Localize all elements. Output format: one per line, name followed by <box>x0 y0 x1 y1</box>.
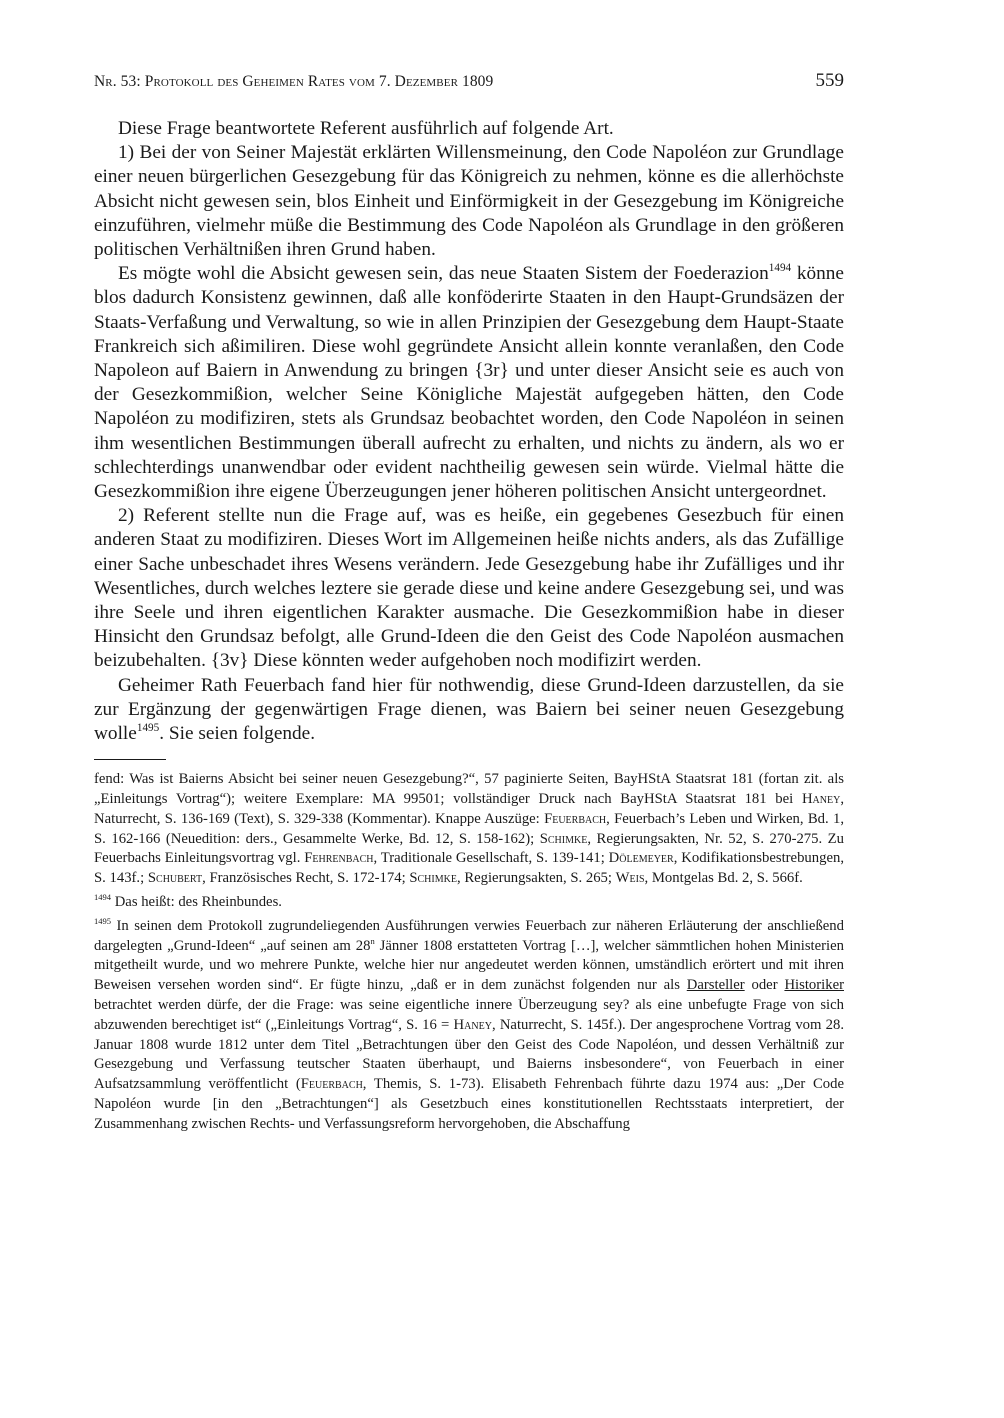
footnote-text: , Montgelas Bd. 2, S. 566f. <box>644 870 803 887</box>
footnote-reference[interactable]: 1495 <box>136 722 160 735</box>
footnote-text: , Naturrecht, S. 145f.). Der angesprochene Vortrag vom 28. Januar 1808 wurde 1812 unter dem Titel „Betrachtungen über den Geist des Code Napoléon, und dessen Verhältniß zur Gesezgebung und Verfassung teutscher Staaten überhaupt, und Baierns insbesondere“, von Feuerbach in einer Aufsatzsammlung veröffentlicht ( <box>94 1016 845 1093</box>
footnote-1495 <box>94 917 844 1135</box>
footnote-text: , Regierungsakten, Nr. 52, S. 270-275. Zu Feuerbachs Einleitungsvortrag vgl. <box>94 830 844 867</box>
author-name: Haney <box>453 1016 492 1033</box>
footnotes <box>94 770 844 1134</box>
running-title: Nr. 53: Protokoll des Geheimen Rates vom 7. Dezember 1809 <box>94 73 494 90</box>
author-name: Feuerbach <box>300 1076 363 1093</box>
footnote-text: , Traditionale Gesellschaft, S. 139-141; <box>373 850 609 867</box>
author-name: Haney <box>801 791 841 808</box>
footnote-text: betrachtet werden dürfe, der die Frage: was seine eigentliche innere Überzeugung sey? als eine unbefugte Frage von sich abzuwenden berechtiget ist“ („Einleitungs Vortrag“, S. 16 = <box>94 997 844 1033</box>
main-text <box>94 117 844 746</box>
footnote-1494 <box>94 893 844 913</box>
footnote-text: In seinen dem Protokoll zugrundeliegenden Ausführungen verwies Feuerbach zur näheren Erläuterung der anschließend dargelegten „Grund-Ideen“ „auf seinen am 28 <box>94 917 844 954</box>
footnote-text: oder <box>744 977 785 994</box>
paragraph-text: . Sie seien folgende. <box>159 723 316 745</box>
footnote-reference[interactable]: 1494 <box>768 262 792 275</box>
author-name: Weis <box>615 870 645 887</box>
footnote-number: 1495 <box>94 915 112 926</box>
footnote-separator <box>94 759 166 760</box>
paragraph-text: Geheimer Rath Feuerbach fand hier für nothwendig, diese Grund-Ideen darzustellen, da sie zur Ergänzung der gegenwärtigen Frage dienen, was Baiern bei seiner neuen Gesezgebung wolle <box>94 674 844 745</box>
footnote-text: , Naturrecht, S. 136-169 (Text), S. 329-338 (Kommentar). Knappe Auszüge: <box>94 791 844 827</box>
paragraph <box>94 674 844 747</box>
superscript-n: n <box>370 935 375 946</box>
footnote-text: Das heißt: des Rheinbundes. <box>111 894 282 911</box>
page-number: 559 <box>815 70 844 91</box>
author-name: Schimke <box>539 830 588 847</box>
footnote-text: fend: Was ist Baierns Absicht bei seiner neuen Gesezgebung?“, 57 paginierte Seiten, BayHStA Staatsrat 181 (fortan zit. als „Einleitungs Vortrag“); weitere Exemplare: MA 99501; vollständiger Druck nach BayHStA Staatsrat 181 bei <box>94 771 844 808</box>
author-name: Schimke <box>409 870 457 887</box>
footnote-number: 1494 <box>94 891 112 902</box>
author-name: Feuerbach <box>544 810 607 827</box>
running-header <box>94 70 844 98</box>
underlined-term: Darsteller <box>686 977 745 994</box>
author-name: Fehrenbach <box>304 850 374 867</box>
author-name: Dölemeyer <box>608 850 674 867</box>
footnote-text: , Feuerbach’s Leben und Wirken, Bd. 1, S. 162-166 (Neuedition: ders., Gesammelte Werke, Bd. 12, S. 158-162); <box>94 810 844 847</box>
document-page <box>94 70 844 1139</box>
footnote-text: , Themis, S. 1-73). Elisabeth Fehrenbach führte dazu 1974 aus: „Der Code Napoléon wurde [in den „Betrachtungen“] als Gesetzbuch eines konstitutionellen Rechtsstaats interpretiert, der Zusammenhang zwischen Rechts- und Verfassungsreform hervorgehoben, die Abschaffung <box>94 1076 844 1132</box>
underlined-term: Historiker <box>784 977 844 994</box>
paragraph: 2) Referent stellte nun die Frage auf, was es heiße, ein gegebenes Gesezbuch für einen anderen Staat zu modifiziren. Dieses Wort im Allgemeinen heiße nichts anders, als das Zufällige einer Sache unbeschadet ihres Wesens verändern. Jede Gesezgebung habe ihr Zufälliges und ihr Wesentliches, durch welches leztere sie gerade diese und keine andere Gesezgebung sei, und was ihre Seele und ihren eigentlichen Karakter ausmache. Die Gesezkommißion habe in dieser Hinsicht den Grundsaz befolgt, alle Grund-Ideen die den Geist des Code Napoléon ausmachen beizubehalten. {3v} Diese könnten weder aufgehoben noch modifizirt werden. <box>94 505 844 672</box>
paragraph-text: Es mögte wohl die Absicht gewesen sein, das neue Staaten Sistem der Foederazion <box>118 263 769 285</box>
paragraph-text: könne blos dadurch Konsistenz gewinnen, daß alle konföderirte Staaten in den Haupt-Grundsäzen der Staats-Verfaßung und Verwaltung, so wie in allen Prinzipien der Gesezgebung dem Haupt-Staate Frankreich sich aßimiliren. Diese wohl gegründete Ansicht allein konnte veranlaßen, den Code Napoleon auf Baiern in Anwendung zu bringen {3r} und unter dieser Ansicht seie es auch von der Gesezkommißion, welcher Seine Königliche Majestät aufgegeben hätten, den Code Napoléon zu modifiziren, stets als Grundsaz beobachtet worden, den Code Napoléon in seinen ihm wesentlichen Bestimmungen überall aufrecht zu erhalten, und nichts zu ändern, als wo er schlechterdings unanwendbar oder evident nachtheilig gewesen sein würde. Vielmal hätte die Gesezkommißion ihre eigene Überzeugungen jener höheren politischen Ansicht untergeordnet. <box>94 263 844 503</box>
footnote-text: , Französisches Recht, S. 172-174; <box>202 870 410 887</box>
paragraph <box>94 262 844 504</box>
paragraph: 1) Bei der von Seiner Majestät erklärten Willensmeinung, den Code Napoléon zur Grundlage einer neuen bürgerlichen Gesezgebung für das Königreich zu nehmen, könne es die allerhöchste Absicht nicht gewesen sein, blos Einheit und Einförmigkeit in der Gesezgebung im Königreiche einzuführen, vielmehr müße die Bestimmung des Code Napoléon als Grundlage in den größeren politischen Verhältnißen ihren Grund haben. <box>94 142 844 261</box>
footnote-text: Jänner 1808 erstatteten Vortrag […], welcher sämmtlichen hohen Ministerien mitgetheilt wurde, und wo mehrere Punkte, welche hier nur angedeutet werden können, umständlich erörtert und mit ihren Beweisen versehen worden sind“. Er fügte hinzu, „daß er in dem zunächst folgenden nur als <box>94 937 844 994</box>
footnote-text: , Kodifikationsbestrebungen, S. 143f.; <box>94 850 844 887</box>
paragraph: Diese Frage beantwortete Referent ausführlich auf folgende Art. <box>118 118 614 139</box>
footnote-text: , Regierungsakten, S. 265; <box>456 870 616 887</box>
author-name: Schubert <box>147 870 203 887</box>
footnote-continued <box>94 770 844 889</box>
